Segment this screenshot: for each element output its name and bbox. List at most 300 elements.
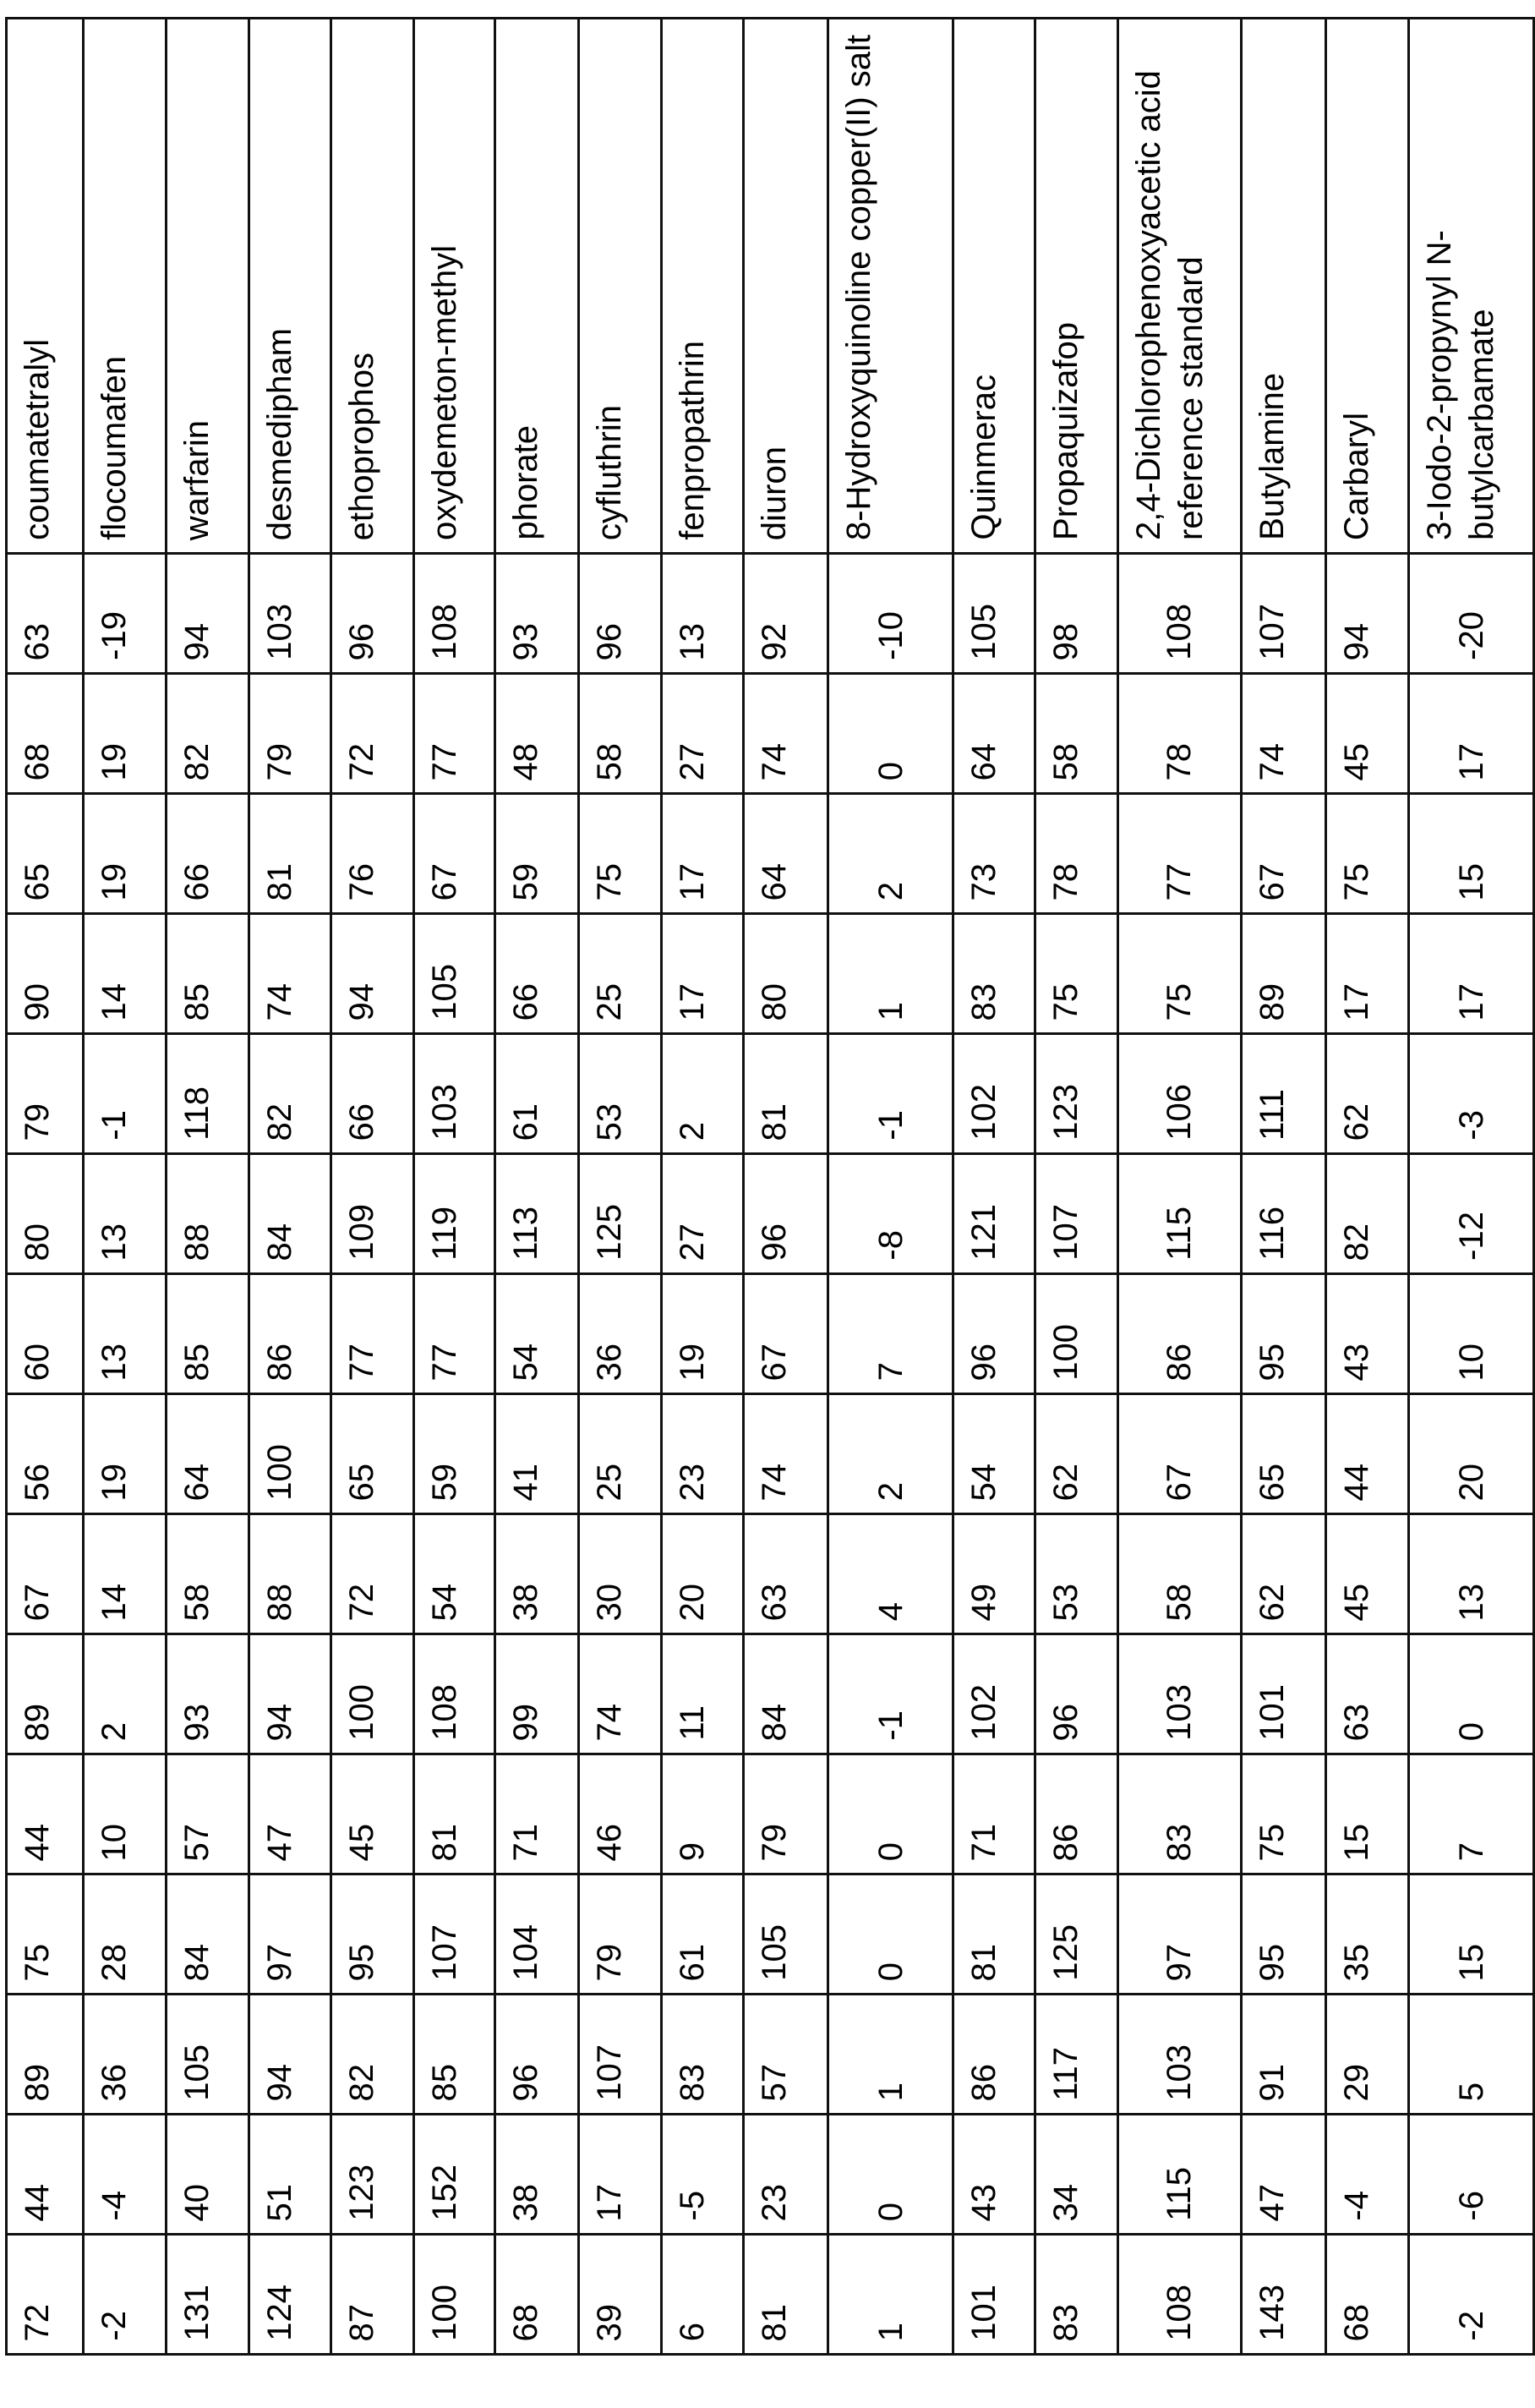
value-text: -8	[870, 1230, 912, 1261]
value-cell	[578, 1634, 661, 1754]
value-cell	[166, 1154, 249, 1274]
value-text: 85	[176, 1344, 218, 1382]
value-text: 108	[423, 604, 466, 660]
value-text: 67	[16, 1584, 58, 1622]
value-cell	[1409, 554, 1534, 674]
value-text: 36	[93, 2064, 135, 2102]
value-text: -1	[93, 1110, 135, 1141]
value-text: 43	[1336, 1344, 1378, 1382]
value-text: 66	[176, 863, 218, 901]
value-text: -20	[1450, 611, 1493, 660]
value-text: 68	[505, 2304, 547, 2342]
value-text: 0	[870, 2203, 912, 2221]
value-cell	[828, 2115, 953, 2235]
value-text: 10	[1450, 1344, 1493, 1382]
compound-name-cell	[413, 19, 495, 554]
value-cell	[7, 674, 84, 794]
value-text: 67	[1251, 863, 1293, 901]
value-cell	[828, 1995, 953, 2115]
value-text: 79	[16, 1103, 58, 1141]
value-cell	[1242, 1274, 1326, 1394]
value-text: 17	[1336, 983, 1378, 1021]
value-text: 45	[1336, 1584, 1378, 1622]
value-cell	[953, 2115, 1035, 2235]
value-cell	[1035, 1034, 1118, 1154]
value-text: 13	[93, 1344, 135, 1382]
value-cell	[249, 1034, 331, 1154]
value-cell	[953, 1274, 1035, 1394]
value-text: 19	[93, 743, 135, 781]
value-text: 74	[1251, 743, 1293, 781]
compound-name: fenpropathrin	[671, 341, 713, 540]
value-text: 108	[1158, 604, 1200, 660]
value-text: 81	[753, 2304, 795, 2342]
value-cell	[578, 1274, 661, 1394]
value-text: 88	[176, 1223, 218, 1261]
value-cell	[495, 1394, 579, 1514]
value-cell	[1117, 1154, 1241, 1274]
value-cell	[744, 1995, 828, 2115]
value-cell	[661, 1514, 744, 1634]
value-cell	[1035, 1514, 1118, 1634]
value-cell	[578, 914, 661, 1034]
value-cell	[661, 1874, 744, 1995]
value-cell	[744, 1634, 828, 1754]
value-cell	[495, 2235, 579, 2355]
value-text: 87	[341, 2304, 383, 2342]
value-text: 96	[341, 623, 383, 661]
value-text: 15	[1450, 863, 1493, 901]
value-text: 105	[176, 2044, 218, 2101]
value-text: -5	[671, 2191, 713, 2221]
value-cell	[1409, 1154, 1534, 1274]
compound-name: cyfluthrin	[588, 405, 631, 540]
compound-name-cell	[661, 19, 744, 554]
value-cell	[1325, 1154, 1409, 1274]
value-text: 38	[505, 1584, 547, 1622]
value-cell	[1242, 2115, 1326, 2235]
value-text: 88	[259, 1584, 301, 1622]
value-text: 93	[505, 623, 547, 661]
value-cell	[1325, 2235, 1409, 2355]
value-cell	[661, 1394, 744, 1514]
value-text: 68	[16, 743, 58, 781]
value-text: 107	[1045, 1204, 1087, 1261]
value-cell	[1325, 914, 1409, 1034]
value-cell	[661, 914, 744, 1034]
value-text: 77	[423, 1344, 466, 1382]
value-text: 45	[341, 1824, 383, 1862]
value-text: 117	[1045, 2047, 1087, 2101]
value-cell	[7, 794, 84, 914]
value-text: 105	[753, 1924, 795, 1981]
value-cell	[413, 2115, 495, 2235]
value-text: 20	[1450, 1464, 1493, 1502]
value-cell	[495, 1154, 579, 1274]
value-text: 73	[963, 863, 1005, 901]
value-text: 1	[870, 2082, 912, 2101]
value-text: 19	[93, 863, 135, 901]
value-cell	[1117, 2115, 1241, 2235]
value-row	[7, 1394, 1534, 1514]
value-cell	[1117, 794, 1241, 914]
value-cell	[1325, 1874, 1409, 1995]
compound-name-cell	[330, 19, 413, 554]
value-cell	[744, 1034, 828, 1154]
value-text: 64	[176, 1464, 218, 1502]
value-text: 79	[259, 743, 301, 781]
value-cell	[661, 674, 744, 794]
value-cell	[330, 674, 413, 794]
value-cell	[1242, 674, 1326, 794]
value-text: 98	[1045, 623, 1087, 661]
value-cell	[1035, 554, 1118, 674]
value-cell	[166, 1995, 249, 2115]
value-cell	[1035, 1754, 1118, 1874]
value-cell	[1035, 2115, 1118, 2235]
value-cell	[166, 794, 249, 914]
value-text: 41	[505, 1464, 547, 1502]
value-cell	[578, 2235, 661, 2355]
compound-name-cell	[7, 19, 84, 554]
value-text: 63	[753, 1584, 795, 1622]
value-text: 92	[753, 623, 795, 661]
value-text: 57	[753, 2064, 795, 2102]
value-text: 82	[259, 1103, 301, 1141]
value-text: 36	[588, 1344, 631, 1382]
value-cell	[1325, 794, 1409, 914]
value-text: -10	[870, 611, 912, 660]
value-cell	[7, 1634, 84, 1754]
value-cell	[83, 1154, 166, 1274]
value-text: 116	[1251, 1207, 1293, 1261]
value-cell	[166, 1514, 249, 1634]
value-cell	[1409, 1034, 1534, 1154]
value-text: 7	[1450, 1842, 1493, 1861]
value-text: 63	[1336, 1704, 1378, 1742]
value-cell	[953, 2235, 1035, 2355]
compound-name-cell	[83, 19, 166, 554]
value-text: 91	[1251, 2064, 1293, 2102]
value-text: 39	[588, 2304, 631, 2342]
value-text: 0	[870, 1962, 912, 1981]
value-cell	[413, 1754, 495, 1874]
value-text: 60	[16, 1344, 58, 1382]
value-text: 40	[176, 2184, 218, 2222]
value-cell	[578, 794, 661, 914]
value-text: 68	[1336, 2304, 1378, 2342]
value-cell	[330, 1034, 413, 1154]
value-text: 17	[1450, 983, 1493, 1021]
value-text: 67	[423, 863, 466, 901]
value-text: 4	[870, 1602, 912, 1621]
value-cell	[7, 914, 84, 1034]
value-text: 74	[753, 743, 795, 781]
value-text: 62	[1336, 1103, 1378, 1141]
value-text: 100	[341, 1684, 383, 1741]
value-text: 48	[505, 743, 547, 781]
value-text: 1	[870, 2323, 912, 2341]
value-cell	[7, 1874, 84, 1995]
value-cell	[828, 554, 953, 674]
value-text: 102	[963, 1084, 1005, 1141]
value-cell	[828, 674, 953, 794]
value-text: 72	[341, 743, 383, 781]
value-cell	[1117, 914, 1241, 1034]
value-text: 54	[423, 1584, 466, 1622]
value-text: 61	[505, 1103, 547, 1141]
value-cell	[953, 554, 1035, 674]
compound-name: desmedipham	[259, 328, 301, 540]
value-cell	[1242, 1634, 1326, 1754]
value-cell	[1409, 1995, 1534, 2115]
value-cell	[828, 1274, 953, 1394]
compound-name: Propaquizafop	[1045, 322, 1087, 540]
value-text: 84	[176, 1944, 218, 1982]
value-cell	[330, 1274, 413, 1394]
value-text: 75	[1251, 1824, 1293, 1862]
value-cell	[7, 2235, 84, 2355]
value-text: 121	[963, 1204, 1005, 1261]
value-cell	[1117, 1394, 1241, 1514]
value-cell	[330, 2115, 413, 2235]
value-cell	[1117, 1995, 1241, 2115]
value-text: 66	[341, 1103, 383, 1141]
compound-name-cell	[249, 19, 331, 554]
value-text: 34	[1045, 2184, 1087, 2222]
value-cell	[166, 554, 249, 674]
value-text: 67	[1158, 1464, 1200, 1502]
value-cell	[495, 2115, 579, 2235]
value-cell	[413, 674, 495, 794]
value-text: 44	[16, 2184, 58, 2222]
value-text: 25	[588, 983, 631, 1021]
value-cell	[1325, 554, 1409, 674]
value-cell	[330, 554, 413, 674]
value-cell	[1409, 1874, 1534, 1995]
value-cell	[83, 1754, 166, 1874]
value-text: 51	[259, 2184, 301, 2222]
value-cell	[249, 1274, 331, 1394]
value-text: 86	[1045, 1824, 1087, 1862]
value-text: 27	[671, 743, 713, 781]
value-cell	[1117, 1874, 1241, 1995]
value-cell	[495, 554, 579, 674]
value-cell	[249, 1634, 331, 1754]
value-cell	[1242, 794, 1326, 914]
compound-name: phorate	[505, 425, 547, 540]
value-cell	[744, 1754, 828, 1874]
value-text: 13	[1450, 1584, 1493, 1622]
value-text: 47	[1251, 2184, 1293, 2222]
value-cell	[413, 1034, 495, 1154]
value-text: 152	[423, 2164, 466, 2221]
value-text: 103	[259, 604, 301, 660]
value-cell	[1117, 1754, 1241, 1874]
value-row	[7, 1995, 1534, 2115]
value-cell	[1117, 1274, 1241, 1394]
value-cell	[166, 914, 249, 1034]
value-cell	[953, 1154, 1035, 1274]
value-text: 100	[1045, 1324, 1087, 1381]
value-text: 93	[176, 1704, 218, 1742]
value-text: 101	[963, 2285, 1005, 2341]
compound-name-cell	[953, 19, 1035, 554]
value-cell	[83, 554, 166, 674]
value-cell	[166, 1874, 249, 1995]
value-text: -6	[1450, 2191, 1493, 2221]
value-text: 2	[870, 882, 912, 900]
value-row	[7, 1754, 1534, 1874]
value-cell	[1117, 1514, 1241, 1634]
compound-name-cell	[1117, 19, 1241, 554]
value-text: 67	[753, 1344, 795, 1382]
compound-name: 8-Hydroxyquinoline copper(II) salt	[838, 35, 880, 540]
value-text: 86	[963, 2064, 1005, 2102]
value-cell	[1035, 914, 1118, 1034]
value-cell	[1409, 1274, 1534, 1394]
value-cell	[83, 1874, 166, 1995]
compound-name: Quinmerac	[963, 375, 1005, 540]
value-text: 82	[1336, 1223, 1378, 1261]
value-text: 111	[1251, 1089, 1293, 1141]
value-cell	[83, 1995, 166, 2115]
value-text: 84	[753, 1704, 795, 1742]
value-text: 74	[259, 983, 301, 1021]
value-text: 2	[93, 1722, 135, 1741]
value-text: 25	[588, 1464, 631, 1502]
value-text: 125	[588, 1204, 631, 1261]
value-text: 113	[505, 1207, 547, 1261]
value-cell	[166, 1394, 249, 1514]
value-cell	[1409, 914, 1534, 1034]
value-cell	[413, 1874, 495, 1995]
value-text: 58	[176, 1584, 218, 1622]
value-cell	[7, 1995, 84, 2115]
value-cell	[953, 674, 1035, 794]
value-cell	[578, 2115, 661, 2235]
value-text: 66	[505, 983, 547, 1021]
value-cell	[661, 1274, 744, 1394]
value-text: 75	[1336, 863, 1378, 901]
value-cell	[828, 1034, 953, 1154]
value-text: 97	[259, 1944, 301, 1982]
rotated-data-table	[5, 17, 1535, 2356]
value-cell	[1409, 1514, 1534, 1634]
value-text: 75	[588, 863, 631, 901]
value-text: 74	[588, 1704, 631, 1742]
value-row	[7, 1274, 1534, 1394]
value-text: 54	[505, 1344, 547, 1382]
value-cell	[828, 1634, 953, 1754]
value-text: 15	[1450, 1944, 1493, 1982]
value-cell	[330, 794, 413, 914]
value-cell	[1117, 1034, 1241, 1154]
value-cell	[249, 1754, 331, 1874]
value-text: 10	[93, 1824, 135, 1862]
value-cell	[249, 794, 331, 914]
value-text: 89	[16, 2064, 58, 2102]
value-text: 85	[423, 2064, 466, 2102]
compound-name-row	[7, 19, 1534, 554]
value-cell	[413, 1154, 495, 1274]
value-text: 131	[176, 2285, 218, 2341]
value-text: 95	[341, 1944, 383, 1982]
value-text: 59	[505, 863, 547, 901]
value-text: 96	[588, 623, 631, 661]
value-cell	[953, 1034, 1035, 1154]
value-cell	[495, 1754, 579, 1874]
value-text: 77	[341, 1344, 383, 1382]
value-cell	[578, 1514, 661, 1634]
value-text: 1	[870, 1002, 912, 1021]
compound-name-cell	[495, 19, 579, 554]
value-cell	[7, 1514, 84, 1634]
value-cell	[828, 794, 953, 914]
value-text: 13	[671, 623, 713, 661]
value-cell	[744, 1514, 828, 1634]
value-cell	[661, 2115, 744, 2235]
value-cell	[953, 1634, 1035, 1754]
value-cell	[953, 1514, 1035, 1634]
compound-name: Carbaryl	[1336, 413, 1378, 540]
value-cell	[661, 1634, 744, 1754]
value-cell	[1409, 2115, 1534, 2235]
value-text: 23	[671, 1464, 713, 1502]
value-text: 23	[753, 2184, 795, 2222]
value-text: 103	[1158, 1684, 1200, 1741]
value-cell	[495, 1514, 579, 1634]
compound-name: 3-Iodo-2-propynyl N-butylcarbamate	[1418, 33, 1503, 540]
value-row	[7, 2115, 1534, 2235]
value-row	[7, 2235, 1534, 2355]
value-text: 123	[341, 2164, 383, 2221]
value-cell	[1242, 1754, 1326, 1874]
value-row	[7, 794, 1534, 914]
value-cell	[83, 794, 166, 914]
value-text: 99	[505, 1704, 547, 1742]
value-text: 19	[93, 1464, 135, 1502]
value-cell	[1325, 1034, 1409, 1154]
value-text: 104	[505, 1924, 547, 1981]
value-cell	[1325, 2115, 1409, 2235]
value-cell	[1325, 1394, 1409, 1514]
value-cell	[578, 1394, 661, 1514]
value-text: 143	[1251, 2285, 1293, 2341]
value-row	[7, 914, 1534, 1034]
value-cell	[744, 1274, 828, 1394]
value-cell	[1325, 1274, 1409, 1394]
compound-name-cell	[166, 19, 249, 554]
value-text: 79	[753, 1824, 795, 1862]
value-cell	[495, 1995, 579, 2115]
value-text: 125	[1045, 1924, 1087, 1981]
value-text: 95	[1251, 1344, 1293, 1382]
value-cell	[828, 1874, 953, 1995]
value-cell	[1035, 1274, 1118, 1394]
value-text: 62	[1251, 1584, 1293, 1622]
value-cell	[1242, 1394, 1326, 1514]
value-cell	[330, 1754, 413, 1874]
value-cell	[330, 1995, 413, 2115]
value-cell	[330, 1154, 413, 1274]
value-cell	[83, 1034, 166, 1154]
value-cell	[1035, 794, 1118, 914]
value-cell	[578, 674, 661, 794]
value-row	[7, 1634, 1534, 1754]
value-text: 95	[1251, 1944, 1293, 1982]
value-text: 82	[341, 2064, 383, 2102]
